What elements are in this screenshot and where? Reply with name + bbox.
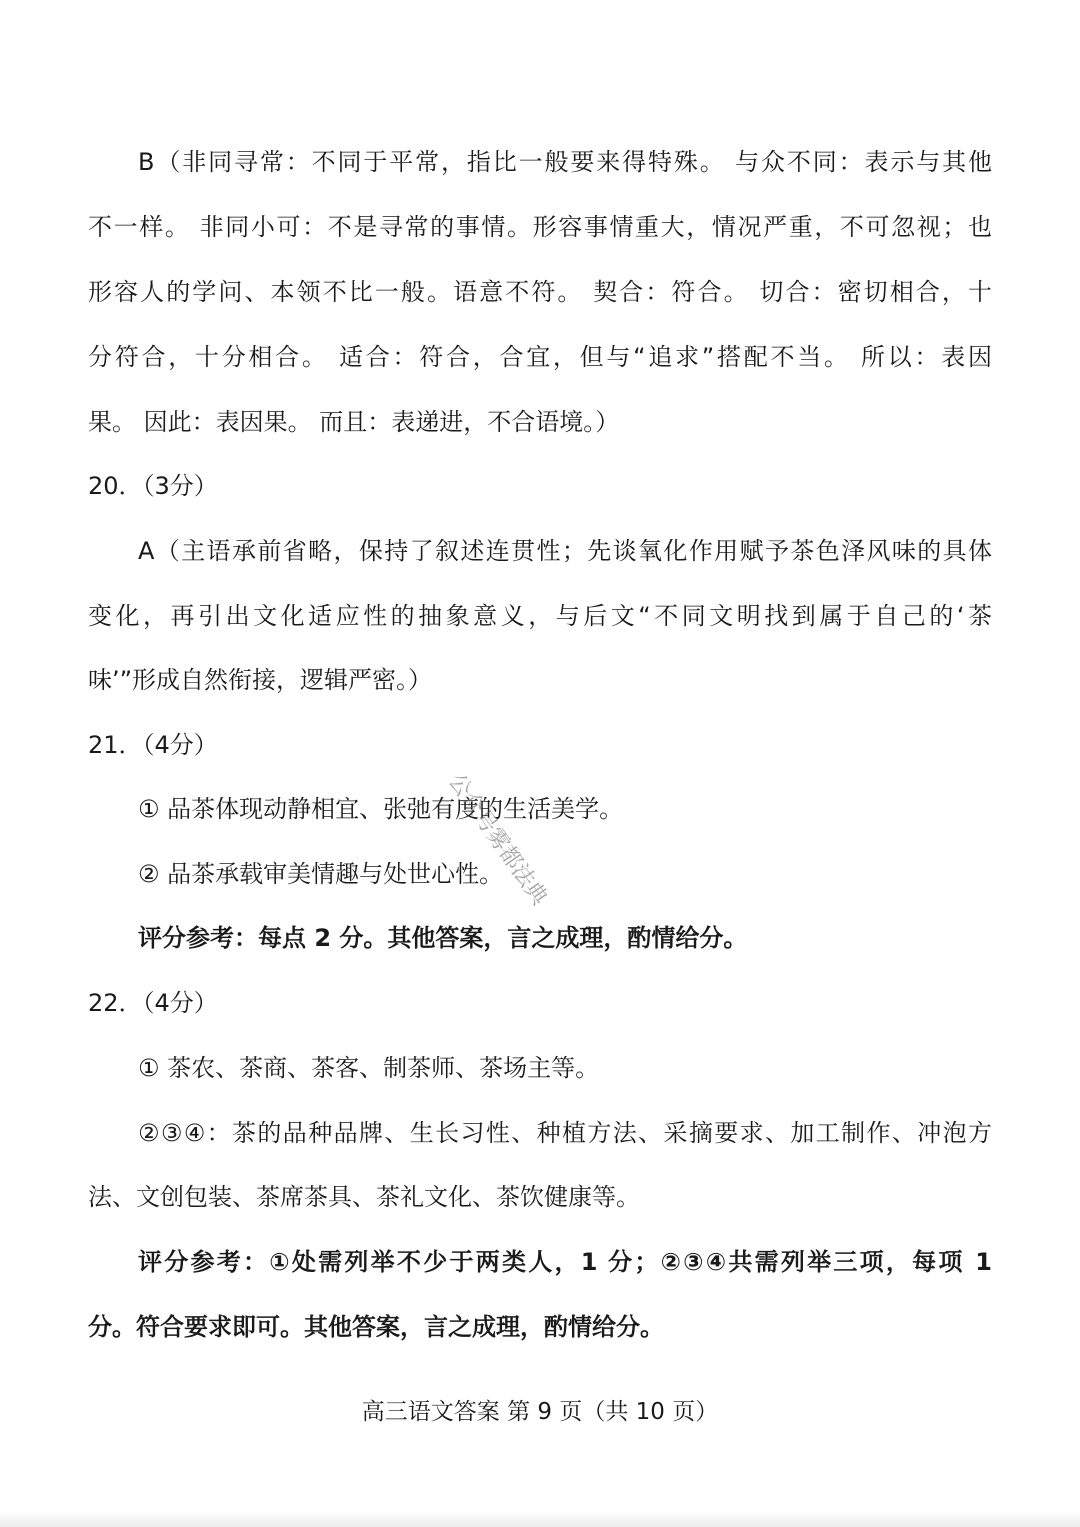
paragraph-line: 味’”形成自然衔接，逻辑严密。）: [88, 666, 433, 694]
paragraph-line: A（主语承前省略，保持了叙述连贯性；先谈氧化作用赋予茶色泽风味的具体: [138, 537, 992, 565]
scoring-note: 评分参考：每点 2 分。其他答案，言之成理，酌情给分。: [138, 924, 748, 952]
paragraph-line: 果。 因此：表因果。 而且：表递进，不合语境。）: [88, 408, 620, 436]
paragraph-line: B（非同寻常：不同于平常，指比一般要来得特殊。 与众不同：表示与其他: [138, 148, 992, 176]
paragraph-line: 形容人的学问、本领不比一般。语意不符。 契合：符合。 切合：密切相合，十: [88, 278, 992, 306]
question-header: 20．（3分）: [88, 472, 218, 500]
answer-point: ②③④：茶的品种品牌、生长习性、种植方法、采摘要求、加工制作、冲泡方: [138, 1119, 992, 1147]
answer-point: ① 茶农、茶商、茶客、制茶师、茶场主等。: [138, 1054, 600, 1082]
paragraph-line: 法、文创包装、茶席茶具、茶礼文化、茶饮健康等。: [88, 1183, 640, 1211]
paragraph-line: 分符合，十分相合。 适合：符合，合宜，但与“追求”搭配不当。 所以：表因: [88, 343, 992, 371]
scoring-note: 评分参考：①处需列举不少于两类人，1 分；②③④共需列举三项，每项 1: [138, 1248, 992, 1276]
paragraph-line: 不一样。 非同小可：不是寻常的事情。形容事情重大，情况严重，不可忽视；也: [88, 213, 992, 241]
question-header: 22．（4分）: [88, 989, 218, 1017]
paragraph-line: 变化，再引出文化适应性的抽象意义，与后文“不同文明找到属于自己的‘茶: [88, 602, 992, 630]
answer-point: ② 品茶承载审美情趣与处世心性。: [138, 860, 504, 888]
scoring-note: 分。符合要求即可。其他答案，言之成理，酌情给分。: [88, 1313, 664, 1341]
question-header: 21．（4分）: [88, 731, 218, 759]
answer-point: ① 品茶体现动静相宜、张弛有度的生活美学。: [138, 795, 624, 823]
page-footer: 高三语文答案 第 9 页（共 10 页）: [361, 1399, 719, 1425]
page-edge: [0, 1511, 1080, 1527]
watermark: 公众号雾都法典: [443, 769, 552, 910]
